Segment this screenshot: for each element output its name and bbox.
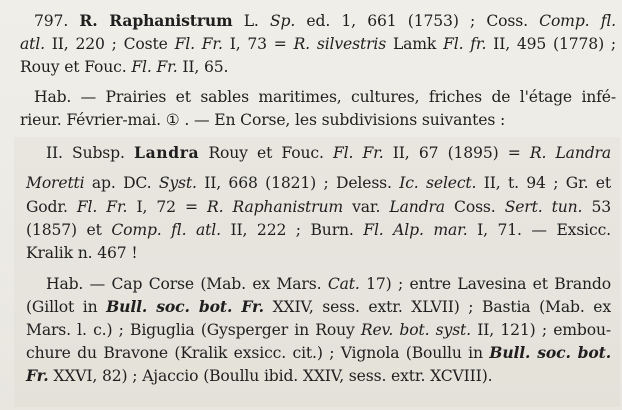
subspecies-line <box>46 142 611 164</box>
subspecies-line <box>26 219 611 241</box>
text-run: Ic. select. <box>399 174 477 192</box>
text-run: R. Landra <box>529 144 611 162</box>
habitat-line <box>20 109 505 131</box>
text-run: Rouy et Fouc. <box>199 144 333 162</box>
text-run: chure du Bravone (Kralik exsicc. cit.) ; Vignola (Boullu in <box>26 344 490 362</box>
text-run: Sp. <box>270 12 296 30</box>
text-run: Cat. <box>327 275 360 293</box>
text-run: II, t. 94 ; Gr. et <box>476 174 612 192</box>
text-run: (Gillot in <box>26 298 107 316</box>
text-run: I, 73 = <box>222 35 294 53</box>
text-run: Fr. <box>26 366 49 385</box>
text-run: II, 121) ; embou- <box>470 321 611 339</box>
text-run: 53 <box>582 198 611 216</box>
text-run: Lamk <box>386 35 444 53</box>
text-run: I, 72 = <box>127 198 208 216</box>
text-run: ed. 1, 661 (1753) ; Coss. <box>295 12 540 30</box>
text-run: Syst. <box>158 174 197 192</box>
text-run: Coss. <box>444 198 505 216</box>
subspecies-habitat-line <box>46 273 611 295</box>
text-run: Landra <box>134 143 200 162</box>
text-run: Moretti <box>26 174 85 192</box>
habitat-line <box>34 86 616 108</box>
text-run: Fl. Fr. <box>76 198 128 216</box>
subspecies-habitat-line <box>26 319 611 341</box>
text-run: L. <box>232 12 270 30</box>
text-run: R. Raphanistrum <box>79 11 233 30</box>
text-run: 797. <box>34 12 80 30</box>
text-run: Fl. Alp. mar. <box>363 221 468 239</box>
text-run: Comp. fl. atl. <box>111 221 221 239</box>
entry-line <box>20 33 616 55</box>
text-run: var. <box>343 198 390 216</box>
text-run: R. silvestris <box>293 35 387 53</box>
text-run: ap. DC. <box>84 174 159 192</box>
text-run: Mars. l. c.) ; Biguglia (Gysperger in Rouy <box>26 321 361 339</box>
subspecies-line <box>26 172 611 194</box>
text-run: R. Raphanistrum <box>207 198 344 216</box>
entry-line <box>20 56 228 78</box>
text-run: 17) ; entre Lavesina et Brando <box>359 275 611 293</box>
text-run: Fl. Fr. <box>131 58 178 76</box>
subspecies-habitat-line <box>26 342 611 364</box>
text-run: atl. <box>20 35 45 53</box>
subspecies-habitat-line <box>26 296 611 318</box>
text-run: Sert. tun. <box>504 198 583 216</box>
text-run: I, 71. — Exsicc. <box>467 221 611 239</box>
text-run: Fl. Fr. <box>174 35 223 53</box>
text-run: II, 67 (1895) = <box>383 144 530 162</box>
text-run: (1857) et <box>26 221 112 239</box>
text-run: II, 668 (1821) ; Deless. <box>196 174 400 192</box>
text-run: rieur. Février-mai. ① . — En Corse, les subdivisions suivantes : <box>20 111 506 129</box>
text-run: Comp. fl. <box>539 12 616 30</box>
subspecies-line <box>26 242 137 264</box>
text-run: Rouy et Fouc. <box>20 58 132 76</box>
text-run: Bull. soc. bot. Fr. <box>106 297 264 316</box>
text-run: Godr. <box>26 198 77 216</box>
text-run: II, 65. <box>177 58 229 76</box>
subspecies-habitat-line <box>26 365 492 387</box>
text-run: XXVI, 82) ; Ajaccio (Boullu ibid. XXIV, sess. extr. XCVIII). <box>48 367 493 385</box>
text-run: II, 222 ; Burn. <box>220 221 364 239</box>
text-run: II, 495 (1778) ; <box>486 35 616 53</box>
text-run: Kralik n. 467 ! <box>26 244 138 262</box>
text-run: XXIV, sess. extr. XLVII) ; Bastia (Mab. ex <box>263 298 611 316</box>
text-run: II. Subsp. <box>46 144 134 162</box>
text-run: II, 220 ; Coste <box>44 35 175 53</box>
text-run: Fl. Fr. <box>332 144 384 162</box>
entry-line <box>34 10 616 32</box>
text-run: Rev. bot. syst. <box>360 321 471 339</box>
text-run: Fl. fr. <box>443 35 487 53</box>
text-run: Hab. — Cap Corse (Mab. ex Mars. <box>46 275 328 293</box>
subspecies-line <box>26 196 611 218</box>
text-run: Bull. soc. bot. <box>489 343 611 362</box>
text-run: Hab. — Prairies et sables maritimes, cultures, friches de l'étage infé- <box>34 88 616 106</box>
text-run: Landra <box>389 198 445 216</box>
